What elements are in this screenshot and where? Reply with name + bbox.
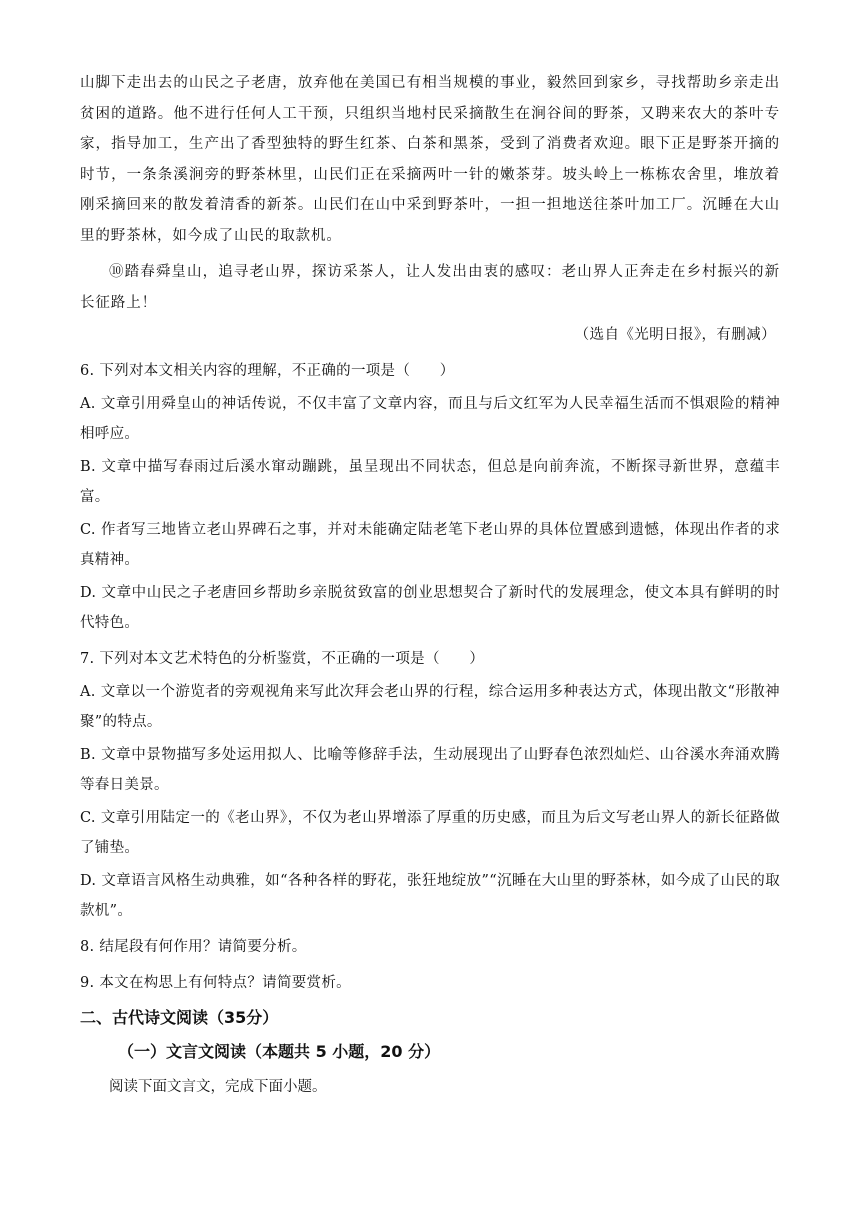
option-c: C. 作者写三地皆立老山界碑石之事，并对未能确定陆老笔下老山界的具体位置感到遗憾，体现出作者的求真精神。 (80, 522, 780, 568)
page-content (80, 68, 780, 1102)
article-source: （选自《光明日报》，有删减） (574, 327, 776, 343)
article-paragraph-10: ⑩踏春舜皇山，追寻老山界，探访采茶人，让人发出由衷的感叹：老山界人正奔走在乡村振兴的新长征路上！ (80, 264, 780, 311)
option-a: A. 文章引用舜皇山的神话传说，不仅丰富了文章内容，而且与后文红军为人民幸福生活而不惧艰险的精神相呼应。 (80, 396, 780, 442)
option-d: D. 文章中山民之子老唐回乡帮助乡亲脱贫致富的创业思想契合了新时代的发展理念，使文本具有鲜明的时代特色。 (80, 585, 780, 631)
question-7 (80, 644, 780, 926)
section-subtitle: （一）文言文阅读（本题共 5 小题，20 分） (118, 1042, 441, 1061)
option-c: C. 文章引用陆定一的《老山界》，不仅为老山界增添了厚重的历史感，而且为后文写老山界人的新长征路做了铺垫。 (80, 810, 780, 856)
option-b: B. 文章中描写春雨过后溪水窜动蹦跳，虽呈现出不同状态，但总是向前奔流，不断探寻新世界，意蕴丰富。 (80, 459, 780, 505)
question-8: 8. 结尾段有何作用？请简要分析。 (80, 939, 307, 955)
option-b: B. 文章中景物描写多处运用拟人、比喻等修辞手法，生动展现出了山野春色浓烈灿烂、山谷溪水奔涌欢腾等春日美景。 (80, 747, 780, 793)
section-title: 二、古代诗文阅读（35分） (80, 1008, 279, 1027)
question-stem: 6. 下列对本文相关内容的理解，不正确的一项是（ ） (80, 363, 455, 379)
section-instruction: 阅读下面文言文，完成下面小题。 (109, 1079, 327, 1095)
question-stem: 7. 下列对本文艺术特色的分析鉴赏，不正确的一项是（ ） (80, 651, 485, 667)
option-d: D. 文章语言风格生动典雅，如“各种各样的野花，张狂地绽放”“沉睡在大山里的野茶林，如今成了山民的取款机”。 (80, 873, 780, 919)
question-6 (80, 356, 780, 638)
question-9: 9. 本文在构思上有何特点？请简要赏析。 (80, 975, 351, 991)
option-a: A. 文章以一个游览者的旁观视角来写此次拜会老山界的行程，综合运用多种表达方式，体现出散文“形散神聚”的特点。 (80, 684, 780, 730)
article-paragraph-9: 山脚下走出去的山民之子老唐，放弃他在美国已有相当规模的事业，毅然回到家乡，寻找帮助乡亲走出贫困的道路。他不进行任何人工干预，只组织当地村民采摘散生在涧谷间的野茶，又聘来农大的茶叶专家，指导加工，生产出了香型独特的野生红茶、白茶和黑茶，受到了消费者欢迎。眼下正是野茶开摘的时节，一条条溪涧旁的野茶林里，山民们正在采摘两叶一针的嫩茶芽。坡头岭上一栋栋农舍里，堆放着刚采摘回来的散发着清香的新茶。山民们在山中采到野茶叶，一担一担地送往茶叶加工厂。沉睡在大山里的野茶林，如今成了山民的取款机。 (80, 75, 780, 244)
